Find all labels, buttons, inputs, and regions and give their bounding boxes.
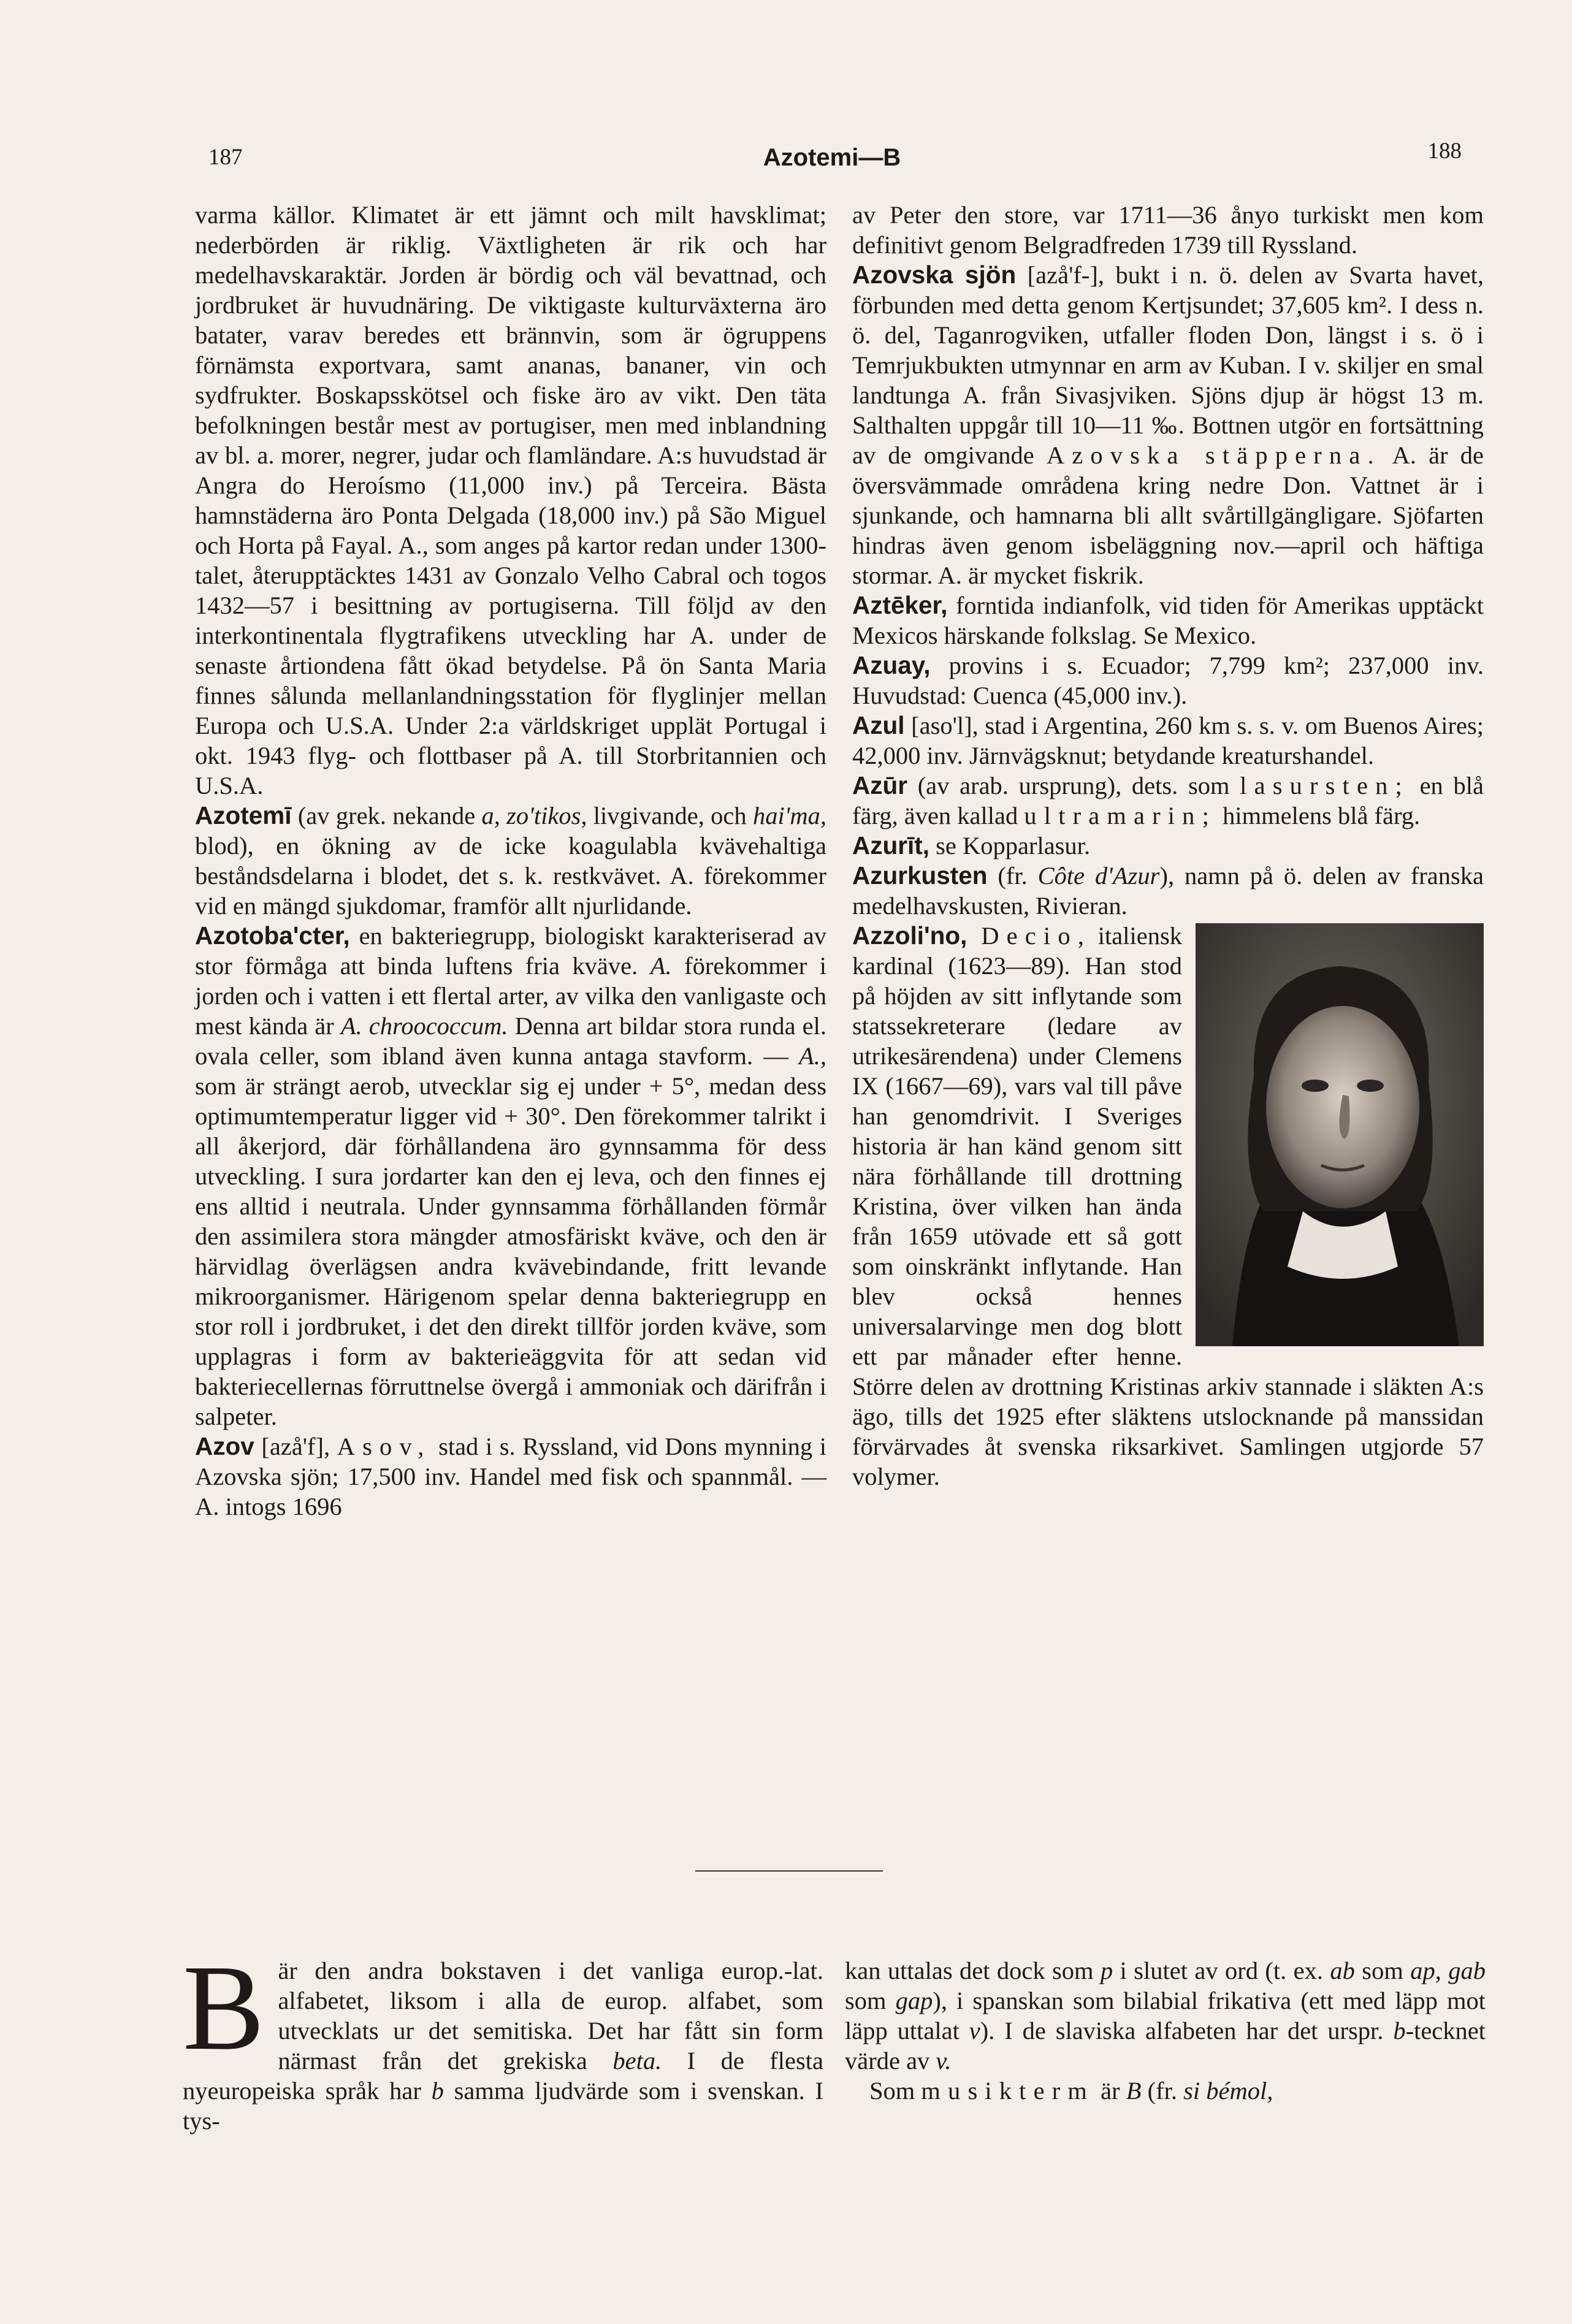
b-section-right bbox=[845, 1956, 1486, 2106]
headword-azuay: Azuay, bbox=[852, 651, 931, 679]
page-number-right: 188 bbox=[1427, 139, 1462, 164]
headword-azurit: Azurīt, bbox=[852, 831, 929, 859]
right-column bbox=[852, 200, 1484, 1492]
b-music-paragraph: Som musikterm är B (fr. si bémol, bbox=[869, 2077, 1273, 2105]
page-header bbox=[184, 139, 1480, 181]
entry-azurkusten: Azurkusten (fr. Côte d'Azur), namn på ö. delen av franska medelhavskusten, Rivieran. bbox=[852, 861, 1484, 920]
entry-azurit: Azurīt, se Kopparlasur. bbox=[852, 831, 1091, 859]
page-number-left: 187 bbox=[208, 145, 243, 170]
headword-azul: Azul bbox=[852, 711, 905, 739]
azov-continued-text: av Peter den store, var 1711—36 ånyo turkiskt men kom definitivt genom Belgradfreden 1739 till Ryssland. bbox=[852, 201, 1484, 259]
headword-azotemi: Azotemī bbox=[195, 801, 292, 829]
headword-azotobacter: Azotoba'cter, bbox=[195, 921, 350, 950]
running-head: Azotemi—B bbox=[763, 144, 901, 171]
left-column bbox=[195, 200, 826, 1522]
b-pronunciation-paragraph: kan uttalas det dock som p i slutet av ord (t. ex. ab som ap, gab som gap), i spanskan som bilabial frikativa (ett med läpp mot läpp uttalat v). I de slaviska alfabeten har det urspr. b-tecknet värde av v. bbox=[845, 1957, 1486, 2074]
portrait-figure bbox=[1196, 923, 1484, 1346]
entry-azur: Azūr (av arab. ursprung), dets. som lasursten; en blå färg, även kallad ultramarin; himmelens blå färg. bbox=[852, 771, 1484, 829]
entry-azotobacter: Azotoba'cter, en bakteriegrupp, biologiskt karakteriserad av stor förmåga att binda luftens fria kväve. A. förekommer i jorden och i vatten i ett flertal arter, av vilka den vanligaste och mest kända är A. chroococcum. Denna art bildar stora runda el. ovala celler, som ibland även kunna antaga stavform. — A., som är strängt aerob, utvecklar sig ej under + 5°, medan dess optimumtemperatur ligger vid + 30°. Den förekommer talrikt i all åkerjord, där förhållandena äro gynnsamma för dess utveckling. I sura jordarter kan den ej leva, och den finnes ej ens alltid i neutrala. Under gynnsamma förhållanden förmår den assimilera stora mängder atmosfäriskt kväve, och den är härvidlag överlägsen andra kvävebindande, fritt levande mikroorganismer. Härigenom spelar denna bakteriegrupp en stor roll i jordbruket, i det den direkt tillför jorden kväve, som upplagras i form av bakterieäggvita för att sedan vid bakteriecellernas förruttnelse övergå i ammoniak och därifrån i salpeter. bbox=[195, 921, 826, 1430]
b-intro-paragraph: B är den andra bokstaven i det vanliga europ.-lat. alfabetet, liksom i alla de europ. alfabet, som utvecklats ur det semitiska. Det har fått sin form närmast från det grekiska beta. I de flesta nyeuropeiska språk har b samma ljudvärde som i svenskan. I tys- bbox=[183, 1940, 823, 2135]
entry-azteker: Aztēker, forntida indianfolk, vid tiden för Amerikas upptäckt Mexicos härskande folkslag. Se Mexico. bbox=[852, 591, 1484, 649]
headword-azov: Azov bbox=[195, 1432, 254, 1460]
entry-azuay: Azuay, provins i s. Ecuador; 7,799 km²; 237,000 inv. Huvudstad: Cuenca (45,000 inv.). bbox=[852, 651, 1484, 709]
entry-azul: Azul [aso'l], stad i Argentina, 260 km s. s. v. om Buenos Aires; 42,000 inv. Järnvägsknut; betydande kreaturshandel. bbox=[852, 711, 1484, 769]
headword-azovska-sjon: Azovska sjön bbox=[852, 261, 1017, 289]
b-section-left bbox=[183, 1940, 823, 2136]
azores-continued-text: varma källor. Klimatet är ett jämnt och milt havsklimat; nederbörden är riklig. Växtligheten är rik och har medelhavskaraktär. Jorden är bördig och väl bevattnad, och jordbruket är huvudnäring. De viktigaste kulturväxterna äro batater, varav beredes ett brännvin, som är ögruppens förnämsta exportvara, samt ananas, bananer, vin och sydfrukter. Boskapsskötsel och fiske äro av vikt. Den täta befolkningen består mest av portugiser, men med inblandning av bl. a. morer, negrer, judar och flamländare. A:s huvudstad är Angra do Heroísmo (11,000 inv.) på Terceira. Bästa hamnstäderna äro Ponta Delgada (18,000 inv.) på São Miguel och Horta på Fayal. A., som anges på kartor redan under 1300-talet, återupptäcktes 1431 av Gonzalo Velho Cabral och togos 1432—57 i besittning av portugiserna. Till följd av den interkontinentala flygtrafikens utveckling har A. under de senaste årtiondena fått ökad betydelse. På ön Santa Maria finnes sålunda mellanlandningsstation för flyglinjer mellan Europa och U.S.A. Under 2:a världskriget upplät Portugal i okt. 1943 flyg- och flottbaser på A. till Storbritannien och U.S.A. bbox=[195, 201, 826, 799]
portrait-image bbox=[1196, 923, 1484, 1346]
entry-azov: Azov [azå'f], Asov, stad i s. Ryssland, vid Dons mynning i Azovska sjön; 17,500 inv. Handel med fisk och spannmål. — A. intogs 1696 bbox=[195, 1432, 826, 1520]
section-divider bbox=[695, 1870, 883, 1872]
headword-azteker: Aztēker, bbox=[852, 591, 948, 619]
entry-azzolino: Azzoli'no, Decio, italiensk kardinal (1623—89). Han stod på höjden av sitt inflytande som statssekreterare (ledare av utrikesärendena) under Clemens IX (1667—69), vars val till påve han genomdrivit. I Sveriges historia är han känd genom sitt nära förhållande till drottning Kristina, över vilken han ända från 1659 utövade ett så gott som oinskränkt inflytande. Han blev också hennes universalarvinge men dog blott ett par månader efter henne. Större delen av drottning Kristinas arkiv stannade i släkten A:s ägo, tills det 1925 efter släktens utslocknande på manssidan förvärvades åt svenska riksarkivet. Samlingen utgjorde 57 volymer. bbox=[852, 921, 1484, 1490]
headword-azzolino: Azzoli'no, bbox=[852, 921, 967, 950]
drop-initial-b: B bbox=[183, 1940, 265, 2076]
entry-azovska-sjon: Azovska sjön [azå'f-], bukt i n. ö. delen av Svarta havet, förbunden med detta genom Kertjsundet; 37,605 km². I dess n. ö. del, Taganrogviken, utfaller floden Don, längst i s. ö i Temrjukbukten utmynnar en arm av Kuban. I v. skiljer en smal landtunga A. från Sivasjviken. Sjöns djup är högst 13 m. Salthalten uppgår till 10—11 ‰. Bottnen utgör en fortsättning av de omgivande Azovska stäpperna. A. är de översvämmade områdena kring nedre Don. Vattnet är i sjunkande, och hamnarna bli allt svårtillgängligare. Sjöfarten hindras även genom isbeläggning nov.—april och häftiga stormar. A. är mycket fiskrik. bbox=[852, 261, 1484, 589]
headword-azurkusten: Azurkusten bbox=[852, 861, 988, 890]
headword-azur: Azūr bbox=[852, 771, 907, 799]
entry-azotemi: Azotemī (av grek. nekande a, zo'tikos, livgivande, och hai'ma, blod), en ökning av de icke koagulabla kvävehaltiga beståndsdelarna i blodet, det s. k. restkvävet. A. förekommer vid en mängd sjukdomar, framför allt njurlidande. bbox=[195, 801, 827, 920]
